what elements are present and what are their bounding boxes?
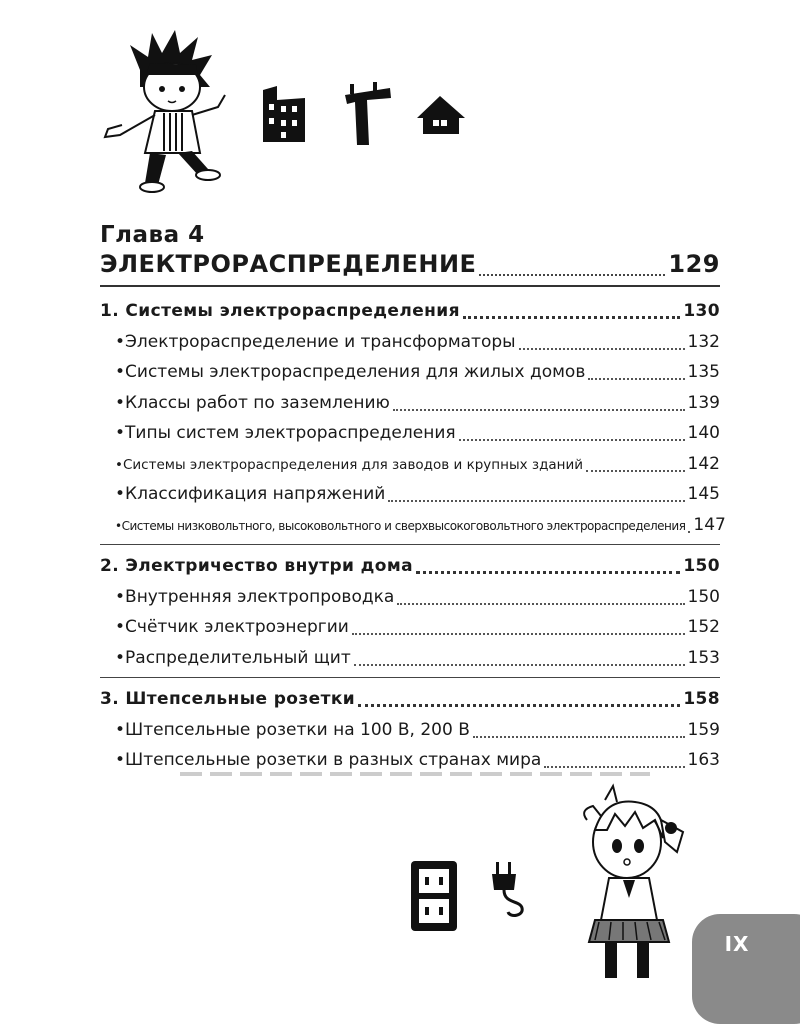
leader-dots bbox=[393, 409, 685, 411]
leader-dots bbox=[688, 531, 690, 533]
chapter-title-row[interactable] bbox=[100, 250, 720, 284]
chapter-page-number: 129 bbox=[668, 250, 720, 278]
leader-dots bbox=[388, 500, 684, 502]
leader-dots bbox=[397, 603, 684, 605]
section-title: 1. Системы электрораспределения bbox=[100, 301, 460, 321]
leader-dots bbox=[352, 633, 685, 635]
toc-item[interactable] bbox=[100, 643, 720, 674]
item-title: •Типы систем электрораспределения bbox=[115, 423, 456, 443]
toc-item[interactable] bbox=[100, 510, 726, 541]
leader-dots bbox=[473, 736, 685, 738]
toc-item[interactable] bbox=[100, 449, 720, 480]
section-divider bbox=[100, 677, 720, 678]
leader-dots bbox=[544, 766, 684, 768]
leader-dots bbox=[588, 378, 684, 380]
item-title: •Счётчик электроэнергии bbox=[115, 617, 349, 637]
item-title: •Внутренняя электропроводка bbox=[115, 586, 395, 607]
item-page-number: 135 bbox=[687, 362, 720, 382]
leader-dots bbox=[358, 704, 680, 707]
toc-item[interactable] bbox=[100, 357, 720, 388]
item-title: •Классы работ по заземлению bbox=[115, 392, 390, 413]
section-page-number: 158 bbox=[683, 689, 720, 709]
chapter-title: ЭЛЕКТРОРАСПРЕДЕЛЕНИЕ bbox=[100, 250, 477, 278]
electric-plug-icon bbox=[490, 860, 535, 920]
item-page-number: 147 bbox=[693, 514, 726, 535]
item-page-number: 153 bbox=[687, 647, 720, 668]
toc-section-3[interactable] bbox=[100, 684, 720, 715]
page-number-tab bbox=[692, 914, 800, 1024]
toc-section-1[interactable] bbox=[100, 296, 720, 327]
toc-item[interactable] bbox=[100, 612, 720, 643]
item-title: •Электрораспределение и трансформаторы bbox=[115, 331, 516, 352]
item-page-number: 140 bbox=[687, 423, 720, 443]
leader-dots bbox=[479, 274, 665, 276]
item-page-number: 163 bbox=[687, 750, 720, 770]
faded-line bbox=[180, 772, 650, 776]
section-title: 2. Электричество внутри дома bbox=[100, 556, 414, 576]
item-page-number: 159 bbox=[687, 719, 720, 740]
leader-dots bbox=[586, 470, 685, 472]
toc-item[interactable] bbox=[100, 388, 720, 419]
toc-item[interactable] bbox=[100, 715, 720, 746]
toc-item[interactable] bbox=[100, 327, 720, 358]
item-title: •Классификация напряжений bbox=[115, 484, 386, 504]
section-divider bbox=[100, 544, 720, 545]
item-page-number: 139 bbox=[687, 392, 720, 413]
girl-character-illustration bbox=[565, 780, 695, 980]
item-title: •Системы электрораспределения для жилых домов bbox=[115, 362, 586, 382]
item-page-number: 132 bbox=[687, 331, 720, 352]
item-title: •Системы электрораспределения для заводов и крупных зданий bbox=[115, 456, 584, 473]
toc-item[interactable] bbox=[100, 582, 720, 613]
item-title: •Штепсельные розетки на 100 В, 200 В bbox=[115, 719, 470, 740]
leader-dots bbox=[354, 664, 685, 666]
section-page-number: 130 bbox=[683, 301, 720, 321]
item-page-number: 142 bbox=[687, 453, 720, 474]
leader-dots bbox=[459, 439, 685, 441]
page-number-label: IX bbox=[724, 932, 750, 956]
toc-section-2[interactable] bbox=[100, 551, 720, 582]
item-page-number: 150 bbox=[687, 586, 720, 607]
table-of-contents bbox=[100, 296, 726, 776]
boy-character-illustration bbox=[100, 25, 250, 195]
toc-item[interactable] bbox=[100, 418, 720, 449]
chapter-label: Глава 4 bbox=[100, 222, 205, 248]
item-title: •Системы низковольтного, высоковольтного и сверхвысокоговольтного электрораспределения bbox=[115, 518, 686, 533]
leader-dots bbox=[463, 316, 680, 319]
toc-item[interactable] bbox=[100, 745, 720, 776]
chapter-divider bbox=[100, 285, 720, 287]
buildings-icon bbox=[255, 80, 480, 160]
toc-item[interactable] bbox=[100, 479, 720, 510]
section-page-number: 150 bbox=[683, 556, 720, 576]
leader-dots bbox=[519, 348, 685, 350]
wall-socket-icon bbox=[405, 855, 465, 935]
section-title: 3. Штепсельные розетки bbox=[100, 689, 356, 709]
item-page-number: 152 bbox=[687, 617, 720, 637]
item-title: •Распределительный щит bbox=[115, 647, 351, 668]
item-page-number: 145 bbox=[687, 484, 720, 504]
leader-dots bbox=[416, 571, 680, 574]
item-title: •Штепсельные розетки в разных странах мира bbox=[115, 750, 542, 770]
